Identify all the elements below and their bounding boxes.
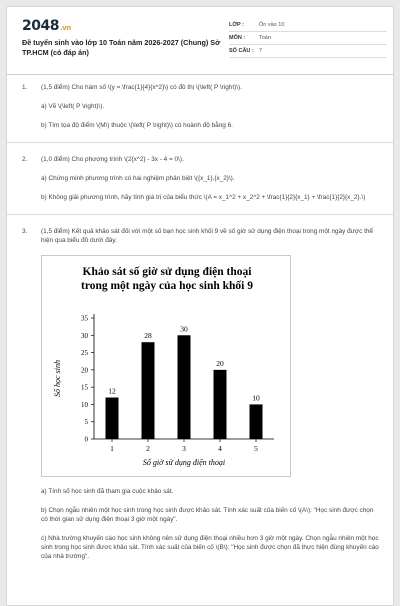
questions-list [7,83,394,561]
question-3 [7,227,394,561]
question-sub: c) Nhà trường khuyến cáo học sinh không nên sử dụng điện thoại nhiều hơn 3 giờ một ngày. Chọn ngẫu nhiên một học sinh trong học sinh được khảo sát. Tính xác suất của biến cố \(B\): "Học sinh được chọn đã thực hiện đúng khuyến cáo của nhà trường". [41,535,379,560]
question-divider [7,142,394,143]
bar-value-label: 28 [144,331,152,341]
page-header [7,7,393,69]
y-tick-label: 0 [84,435,88,444]
x-axis-label: Số giờ sử dụng điện thoại [142,458,226,467]
question-number: 1. [22,84,28,91]
chart-title: trong một ngày của học sinh khối 9 [80,280,254,292]
meta-value: 7 [259,48,263,54]
y-tick-label: 35 [81,314,88,323]
header-divider [7,74,393,75]
bar-3 [178,335,191,439]
logo-tld: .vn [59,24,71,32]
question-sub: b) Không giải phương trình, hãy tính giá trị của biểu thức \(A = x_1^2 + x_2^2 + \frac{1}{2}{x_1} + \frac{1}{2}{x_2}.\) [41,194,366,201]
meta-table [229,19,387,58]
question-sub: b) Tìm tọa độ điểm \(M\) thuộc \(\left( P \right)\) có hoành độ bằng 6. [41,122,233,129]
meta-row-class [229,19,387,32]
meta-value: Ôn vào 10 [259,22,285,28]
meta-key: SỐ CÂU : [229,48,254,54]
question-text: (1,5 điểm) Kết quả khảo sát đối với một số bạn học sinh khối 9 về số giờ sử dụng điện thoại trong một ngày được thể hiện qua biểu đồ dưới đây. [41,228,373,244]
chart-svg [42,256,292,478]
meta-row-subject [229,32,387,45]
question-sub: a) Chứng minh phương trình có hai nghiệm phân biệt \({x_1},{x_2}\). [41,175,235,182]
x-tick-label: 2 [146,444,150,453]
bar-1 [106,398,119,439]
bar-chart [41,255,291,477]
bar-2 [142,342,155,439]
site-logo[interactable] [22,18,71,34]
meta-value: Toán [259,35,271,41]
x-tick-label: 3 [182,444,186,453]
meta-key: LỚP : [229,22,244,28]
bar-value-label: 30 [180,324,188,334]
question-1 [7,83,394,130]
y-tick-label: 10 [81,400,88,409]
bar-5 [250,404,263,439]
chart-title: Khảo sát số giờ sử dụng điện thoại [82,266,252,278]
bar-value-label: 12 [108,386,116,396]
question-sub: a) Vẽ \(\left( P \right)\). [41,103,105,110]
y-tick-label: 25 [81,349,88,358]
question-text: (1,0 điểm) Cho phương trình \(2{x^2} - 3x - 4 = 0\). [41,156,184,163]
question-divider [7,214,394,215]
question-sub: b) Chọn ngẫu nhiên một học sinh trong học sinh được khảo sát. Tính xác suất của biến cố \(A\): "Học sinh được chọn có thời gian sử dụng điện thoại 3 giờ một ngày". [41,507,374,523]
meta-key: MÔN : [229,35,246,41]
question-number: 2. [22,156,28,163]
document-page [6,6,394,606]
y-tick-label: 15 [81,383,88,392]
x-tick-label: 4 [218,444,222,453]
question-text: (1,5 điểm) Cho hàm số \(y = \frac{1}{4}{x^2}\) có đồ thị \(\left( P \right)\). [41,84,242,91]
y-axis-label: Số học sinh [53,360,62,397]
bar-value-label: 20 [216,358,224,368]
y-tick-label: 20 [81,366,88,375]
document-title: Đề tuyển sinh vào lớp 10 Toán năm 2026-2027 (Chung) Sở TP.HCM (có đáp án) [22,38,221,57]
y-tick-label: 30 [81,331,88,340]
question-sub: a) Tính số học sinh đã tham gia cuộc khảo sát. [41,488,174,495]
logo-text: 2048 [22,18,59,34]
bar-4 [214,370,227,439]
question-number: 3. [22,228,28,235]
question-2 [7,155,394,202]
bar-value-label: 10 [252,393,260,403]
y-tick-label: 5 [84,418,88,427]
x-tick-label: 1 [110,444,114,453]
meta-row-count [229,45,387,58]
x-tick-label: 5 [254,444,258,453]
